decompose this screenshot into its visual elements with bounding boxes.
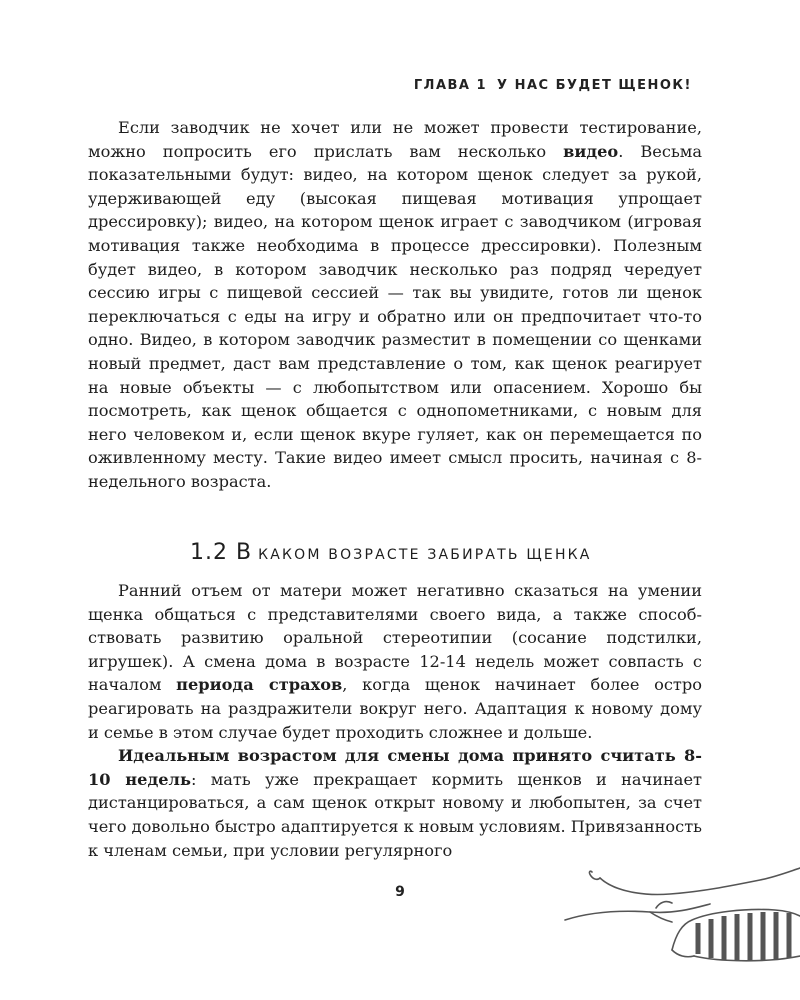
page-number: 9 [395, 884, 405, 900]
paragraph-ideal-age [88, 744, 702, 862]
paragraph-ideal-age-bold: Идеальным возрастом для смены дома принято считать 8-10 недель [88, 746, 702, 789]
section-title: КАКОМ ВОЗРАСТЕ ЗАБИРАТЬ ЩЕНКА [258, 547, 592, 563]
body-text-bottom [88, 579, 702, 862]
running-header [414, 78, 692, 93]
section-heading [190, 540, 592, 565]
paragraph-early-weaning [88, 579, 702, 744]
paragraph-videos-bold: видео [563, 141, 619, 161]
striped-tail-icon [560, 850, 800, 1000]
header-title: У НАС БУДЕТ ЩЕНОК! [497, 78, 692, 93]
paragraph-videos-text-1: Если заводчик не хочет или не может провести тестирование, можно попросить его прислать вам несколько [88, 118, 702, 161]
header-chapter: ГЛАВА 1 [413, 78, 488, 93]
section-number: 1.2 В [190, 540, 253, 565]
paragraph-ideal-age-text: : мать уже прекращает кормить щенков и начинает дистанцироваться, а сам щенок открыт новому и любопытен, за счет чего довольно быстро адаптируется к новым условиям. Привязанность к членам семьи, при условии регулярного [88, 769, 702, 860]
paragraph-videos-text-2: . Весьма показательными будут: видео, на котором щенок следует за рукой, удерживающей еду (высокая пищевая мотивация упрощает дрессировку); видео, на котором щенок играет с заводчиком (игровая мотивация также необходима в процессе дрессировки). Полезным будет видео, в котором заводчик несколько раз подряд чередует сессию игры с пищевой сессией — так вы увидите, готов ли щенок переключаться с еды на игру и обратно или он предпочитает что-то одно. Видео, в котором заводчик разместит в помещении со щенками новый предмет, даст вам представление о том, как щенок реагирует на новые объекты — с любопытством или опасением. Хорошо бы посмотреть, как щенок общается с однопометниками, с новым для него человеком и, если щенок вкуре гуляет, как он перемещается по оживленному месту. Такие видео имеет смысл просить, начиная с 8-недельного возраста. [88, 141, 702, 491]
paragraph-early-weaning-bold: периода страхов [176, 675, 343, 695]
paragraph-early-weaning-text-2: , когда щенок начинает более остро реагировать на раздражители вокруг него. Адаптация к новому дому и семье в этом случае будет проходить сложнее и дольше. [88, 675, 702, 742]
paragraph-videos [88, 116, 702, 494]
paragraph-early-weaning-text-1: Ранний отъем от матери может негативно сказаться на умении щенка общаться с представителями своего вида, а также способствовать развитию оральной стереотипии (сосание подстилки, игрушек). А смена дома в возрасте 12-14 недель может совпасть с началом [88, 581, 702, 695]
body-text-top [88, 116, 702, 494]
